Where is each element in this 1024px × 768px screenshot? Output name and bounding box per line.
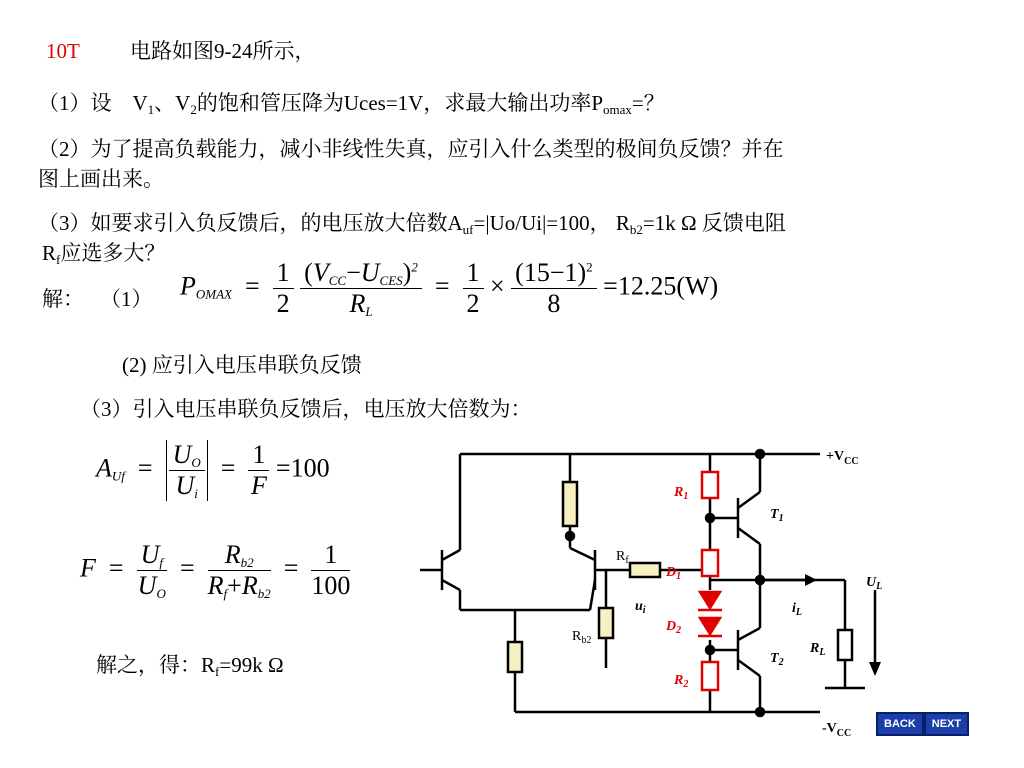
- r1-resistor: [702, 472, 718, 498]
- label-d1: $D_1$: [666, 565, 682, 582]
- question-1: [38, 90, 665, 116]
- solution-part3: （3）引入电压串联负反馈后，电压放大倍数为：: [80, 397, 532, 421]
- q1-text: （1）设 V: [38, 91, 148, 115]
- solution-answer: 解之，得：$R_f=99k$ Ω: [96, 653, 284, 679]
- circuit-diagram: [420, 440, 900, 760]
- problem-title: 电路如图9-24所示，: [129, 39, 316, 63]
- label-r1: $R_1$: [674, 485, 689, 502]
- q3-sub: b2: [629, 222, 643, 237]
- next-button[interactable]: NEXT: [924, 712, 969, 736]
- problem-number: 10T: [46, 39, 80, 63]
- r2-resistor: [702, 662, 718, 690]
- equation-f: F = $\frac{U_f}{U_O}$ = $\frac{R_{b2}}{R_f+R_{b2}}$ = $\frac{1}{100}$: [80, 540, 351, 601]
- solution-label: 解：: [42, 287, 84, 311]
- rl-resistor: [838, 630, 852, 660]
- q3-text: =1k Ω 反馈电阻: [642, 211, 786, 235]
- label-rb2: $R_{b2}$: [572, 629, 592, 646]
- diode-d2-icon: [698, 592, 722, 636]
- question-2-line1: （2）为了提高负载能力，减小非线性失真，应引入什么类型的极间负反馈？并在: [38, 137, 784, 161]
- q3-text: （3）如要求引入负反馈后，的电压放大倍数A: [38, 211, 463, 235]
- problem-header: [46, 38, 315, 64]
- label-t1: $T_1$: [770, 507, 784, 524]
- q1-text: =？: [631, 91, 665, 115]
- q1-text: 、V: [154, 91, 191, 115]
- label-il: $i_L$: [792, 601, 802, 618]
- question-2-line2: 图上画出来。: [38, 167, 164, 191]
- emitter-resistor: [508, 642, 522, 672]
- label-d2: $D_2$: [666, 619, 682, 636]
- q1-text: 的饱和管压降为Uces=1V，求最大输出功率P: [196, 91, 604, 115]
- q3-text: 应选多大？: [60, 241, 166, 265]
- solution-part1-label: （1）: [100, 287, 153, 311]
- equation-auf: $A_{Uf}$ = $\frac{U_O}{U_i}$ = $\frac{1}{F}$ =100: [96, 440, 330, 501]
- q1-sub: omax: [603, 102, 632, 117]
- label-rf: $R_f$: [616, 549, 629, 566]
- label-ul: $U_L$: [866, 575, 883, 592]
- question-3-line1: [38, 210, 786, 236]
- label-vcc-pos: $+V_{CC}$: [826, 449, 859, 467]
- equation-pomax: $P_{OMAX}$ = $\frac{1}{2}$ $\frac{(V_{CC}-U_{CES})^2}{R_L}$ = $\frac{1}{2}$ × $\frac{(15-1)^2}{8}$ =12.25(W): [180, 258, 719, 319]
- solution-part2: (2) 应引入电压串联负反馈: [122, 353, 362, 377]
- collector-resistor: [563, 482, 577, 526]
- q1-sub: 2: [190, 102, 197, 117]
- label-ui: $u_i$: [635, 599, 646, 616]
- q3-text: =|Uo/Ui|=100， R: [473, 211, 630, 235]
- d1-element: [702, 550, 718, 576]
- q3-sub: uf: [462, 222, 474, 237]
- label-vcc-neg: $-V_{CC}$: [822, 721, 852, 739]
- slide-nav: [876, 712, 969, 736]
- label-r2: $R_2$: [674, 673, 689, 690]
- back-button[interactable]: BACK: [876, 712, 924, 736]
- label-t2: $T_2$: [770, 651, 784, 668]
- q3-sub: f: [56, 252, 61, 267]
- q3-text: R: [42, 241, 57, 265]
- rb2-resistor: [599, 608, 613, 638]
- question-3-line2: [42, 240, 165, 266]
- rf-resistor: [630, 563, 660, 577]
- label-rl: $R_L$: [810, 641, 826, 658]
- q1-sub: 1: [147, 102, 155, 117]
